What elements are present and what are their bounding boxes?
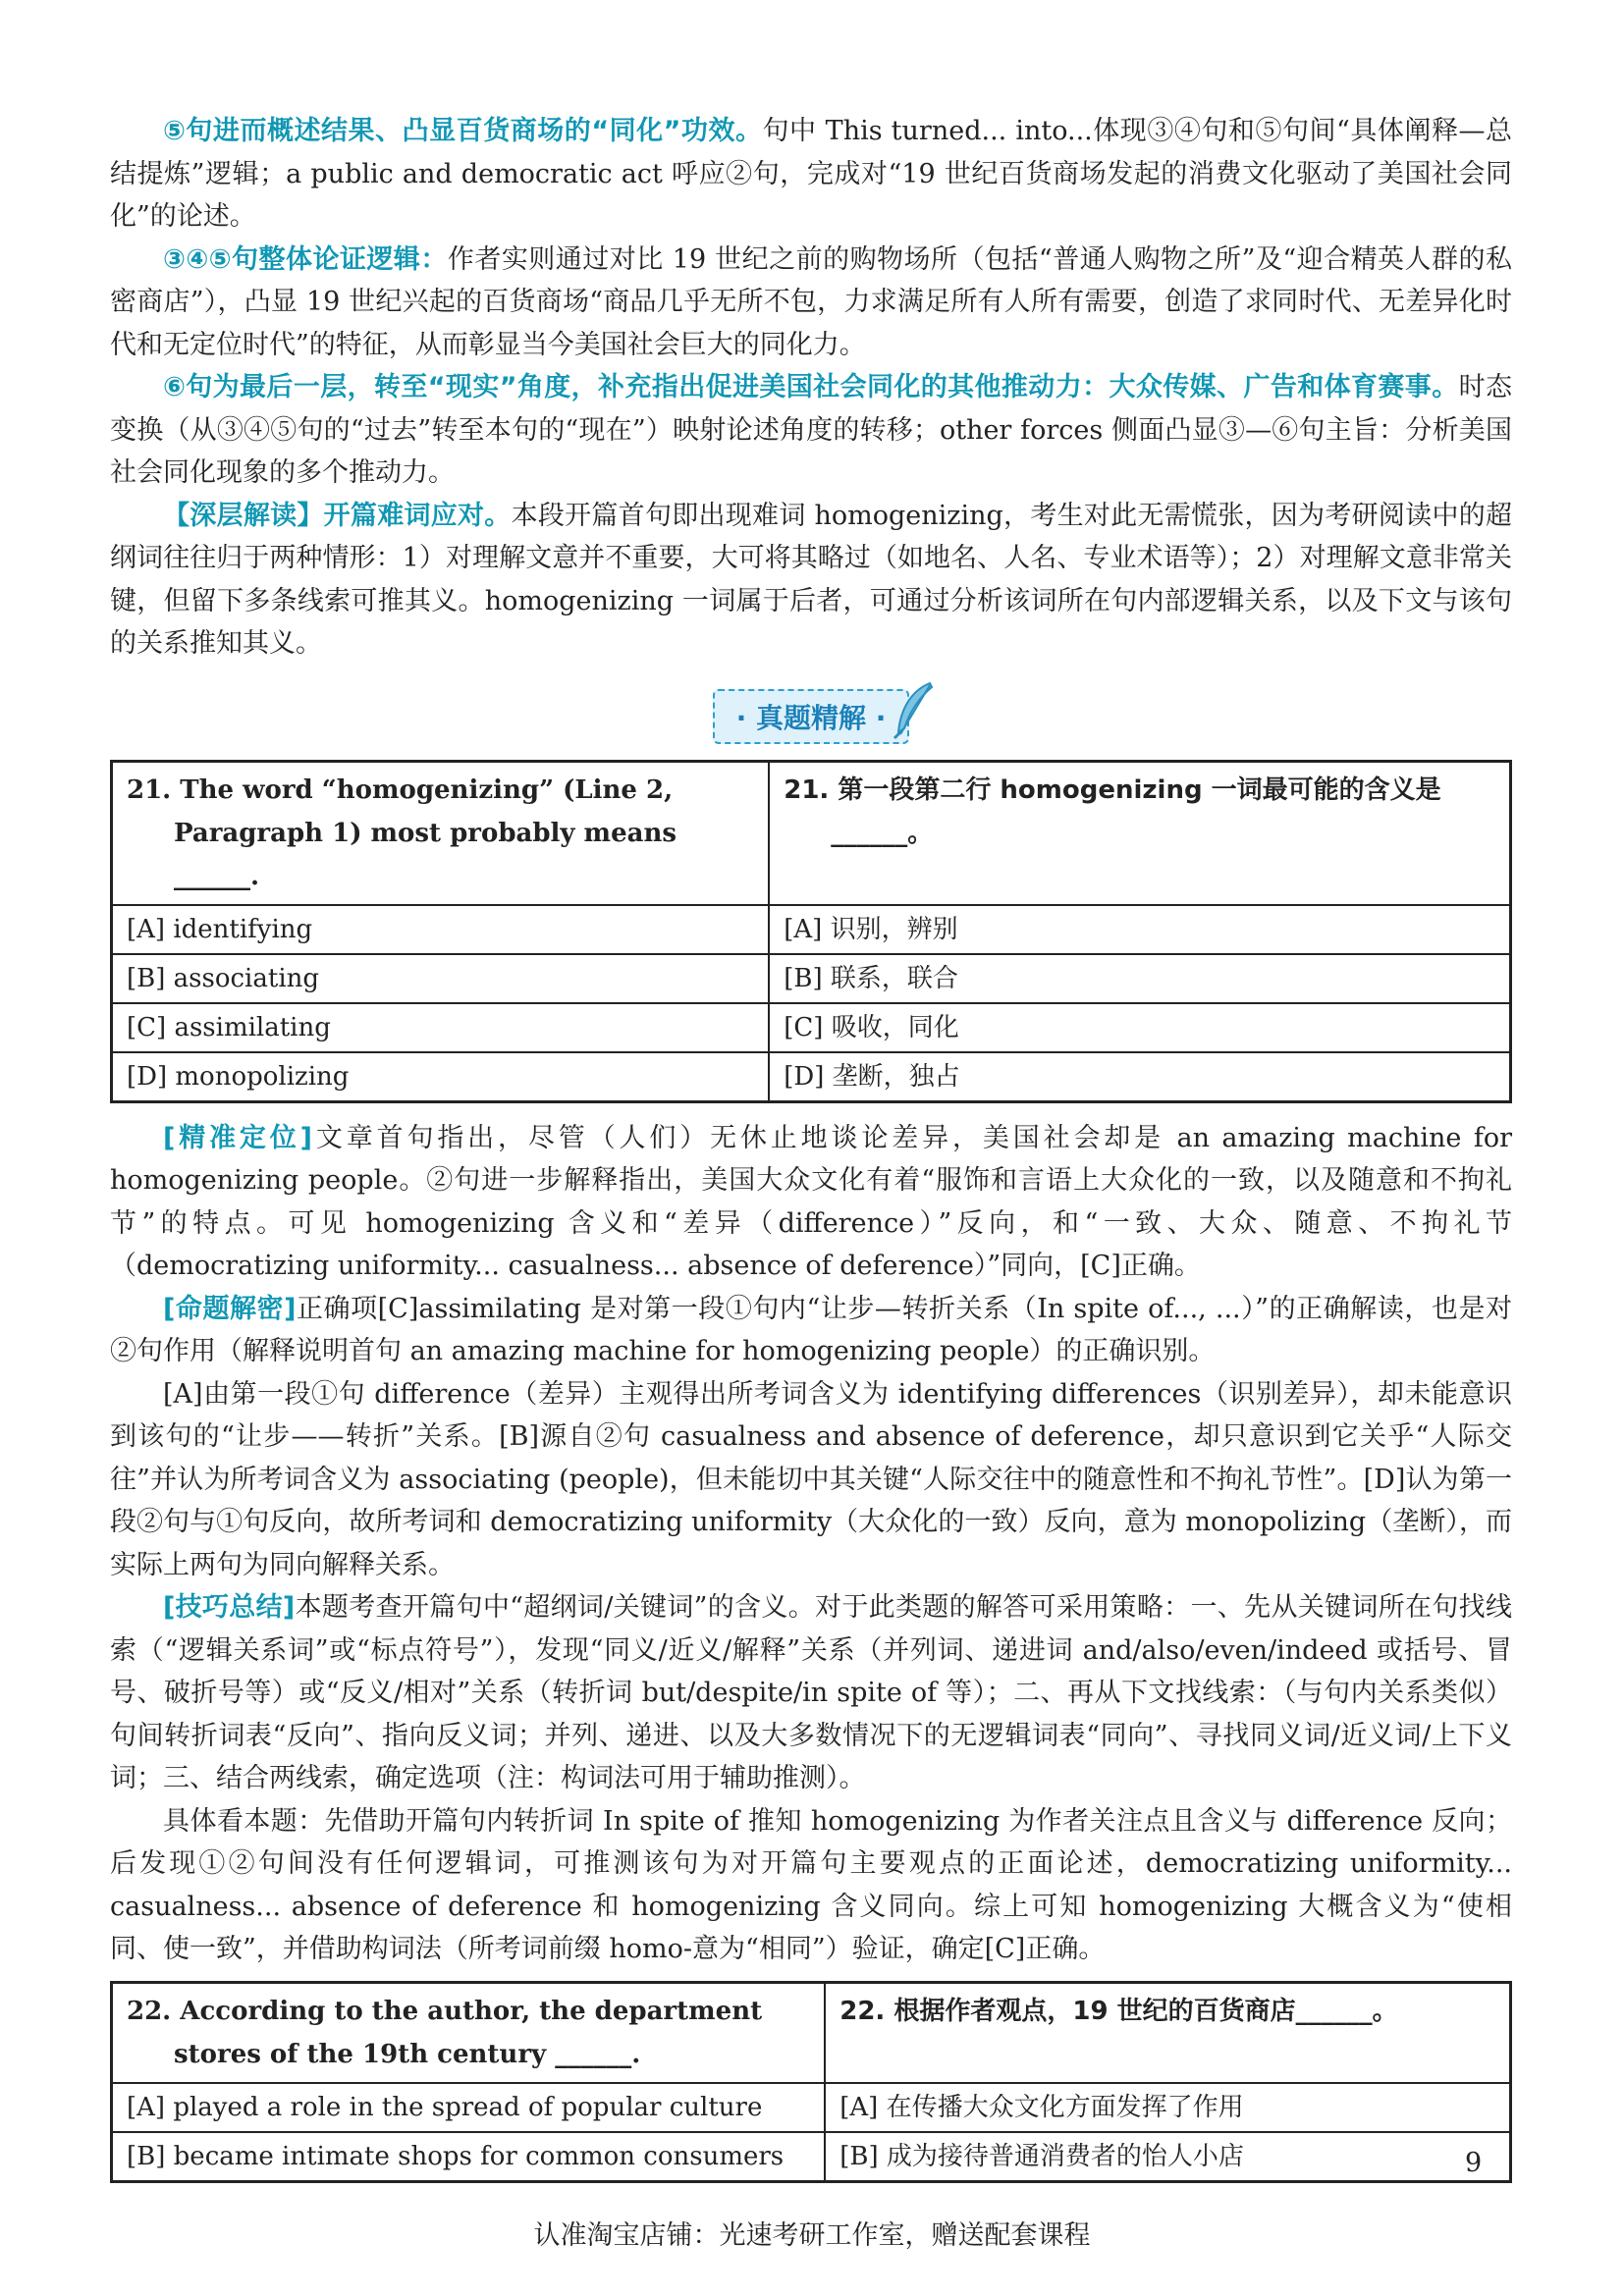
option-row xyxy=(112,905,1511,954)
explain-text: 正确项[C]assimilating 是对第一段①句内“让步—转折关系（In spite of..., ...）”的正确解读，也是对②句作用（解释说明首句 an amazing machine for homogenizing people）的正确识别。 xyxy=(110,1293,1512,1366)
analysis-para-4 xyxy=(110,495,1512,666)
analysis-para-3 xyxy=(110,366,1512,495)
explain-text: 本题考查开篇句中“超纲词/关键词”的含义。对于此类题的解答可采用策略：一、先从关键词所在句找线索（“逻辑关系词”或“标点符号”），发现“同义/近义/解释”关系（并列词、递进词 and/also/even/indeed 或括号、冒号、破折号等）或“反义/相对”关系（转折词 but/despite/in spite of 等）；二、再从下文找线索：（与句内关系类似）句间转折词表“反向”、指向反义词；并列、递进、以及大多数情况下的无逻辑词表“同向”、寻找同义词/近义词/上下义词；三、结合两线索，确定选项（注：构词法可用于辅助推测）。 xyxy=(110,1592,1512,1793)
option-b-en: [B] associating xyxy=(112,954,770,1003)
question-row xyxy=(112,1982,1511,2083)
footer-note: 认准淘宝店铺：光速考研工作室，赠送配套课程 xyxy=(533,2220,1091,2251)
question-cn: 22. 根据作者观点，19 世纪的百货商店______。 xyxy=(825,1982,1510,2083)
analysis-text: 时态变换（从③④⑤句的“过去”转至本句的“现在”）映射论述角度的转移；other forces 侧面凸显③—⑥句主旨：分析美国社会同化现象的多个推动力。 xyxy=(110,372,1513,488)
explain-text: 具体看本题：先借助开篇句内转折词 In spite of 推知 homogenizing 为作者关注点且含义与 difference 反向；后发现①②句间没有任何逻辑词，可推测该句为对开篇句主要观点的正面论述，democratizing uniformity... casualness... absence of deference 和 homogenizing 含义同向。综上可知 homogenizing 大概含义为“使相同、使一致”，并借助构词法（所考词前缀 homo-意为“相同”）验证，确定[C]正确。 xyxy=(110,1805,1512,1964)
option-b-en: [B] became intimate shops for common consumers xyxy=(112,2132,826,2182)
analysis-para-1 xyxy=(110,110,1512,239)
option-row xyxy=(112,954,1511,1003)
option-row xyxy=(112,1003,1511,1052)
section-banner-wrap xyxy=(110,681,1512,750)
skill-summary-tag: [技巧总结] xyxy=(163,1592,296,1623)
option-b-cn: [B] 联系，联合 xyxy=(769,954,1510,1003)
explain-text: 文章首句指出，尽管（人们）无休止地谈论差异，美国社会却是 an amazing machine for homogenizing people。②句进一步解释指出，美国大众文化有着“服饰和言语上大众化的一致，以及随意和不拘礼节”的特点。可见 homogenizing 含义和“差异（difference）”反向，和“一致、大众、随意、不拘礼节（democratizing uniformity... casualness... absence of deference）”同向，[C]正确。 xyxy=(110,1122,1512,1281)
option-row xyxy=(112,2083,1511,2132)
option-b-cn: [B] 成为接待普通消费者的怡人小店 xyxy=(825,2132,1510,2182)
option-c-cn: [C] 吸收，同化 xyxy=(769,1003,1510,1052)
section-banner: · 真题精解 · xyxy=(713,689,910,744)
analysis-highlight: ⑤句进而概述结果、凸显百货商场的“同化”功效。 xyxy=(163,116,763,146)
skill-summary-para xyxy=(110,1586,1512,1800)
option-c-en: [C] assimilating xyxy=(112,1003,770,1052)
option-row xyxy=(112,1052,1511,1102)
question-decode-para xyxy=(110,1288,1512,1373)
option-a-en: [A] played a role in the spread of popular culture xyxy=(112,2083,826,2132)
analysis-text: 本段开篇首句即出现难词 homogenizing，考生对此无需慌张，因为考研阅读中的超纲词往往归于两种情形：1）对理解文意并不重要，大可将其略过（如地名、人名、专业术语等）；2）对理解文意非常关键，但留下多条线索可推其义。homogenizing 一词属于后者，可通过分析该词所在句内部逻辑关系，以及下文与该句的关系推知其义。 xyxy=(110,500,1513,659)
option-row xyxy=(112,2132,1511,2182)
question-decode-tag: [命题解密] xyxy=(163,1293,297,1324)
option-d-en: [D] monopolizing xyxy=(112,1052,770,1102)
analysis-text: 句中 This turned... into...体现③④句和⑤句间“具体阐释—总结提炼”逻辑；a public and democratic act 呼应②句，完成对“19 世纪百货商场发起的消费文化驱动了美国社会同化”的论述。 xyxy=(110,116,1512,232)
option-d-cn: [D] 垄断，独占 xyxy=(769,1052,1510,1102)
question-22-table xyxy=(110,1981,1512,2183)
option-a-en: [A] identifying xyxy=(112,905,770,954)
concrete-analysis-para xyxy=(110,1800,1512,1971)
question-en: 22. According to the author, the department stores of the 19th century ______. xyxy=(112,1982,826,2083)
explain-text: [A]由第一段①句 difference（差异）主观得出所考词含义为 identifying differences（识别差异），却未能意识到该句的“让步——转折”关系。[B]源自②句 casualness and absence of deference，却只意识到它关乎“人际交往”并认为所考词含义为 associating (people)，但未能切中其关键“人际交往中的随意性和不拘礼节性”。[D]认为第一段②句与①句反向，故所考词和 democratizing uniformity（大众化的一致）反向，意为 monopolizing（垄断），而实际上两句为同向解释关系。 xyxy=(110,1378,1512,1580)
analysis-highlight: ③④⑤句整体论证逻辑： xyxy=(163,243,448,275)
deep-reading-tag: 【深层解读】开篇难词应对。 xyxy=(163,500,512,531)
option-a-cn: [A] 在传播大众文化方面发挥了作用 xyxy=(825,2083,1510,2132)
question-en: 21. The word “homogenizing” (Line 2, Paragraph 1) most probably means ______. xyxy=(112,761,770,905)
question-21-table xyxy=(110,760,1512,1103)
precise-location-tag: [精准定位] xyxy=(163,1122,312,1153)
analysis-para-2 xyxy=(110,239,1512,367)
analysis-text: 作者实则通过对比 19 世纪之前的购物场所（包括“普通人购物之所”及“迎合精英人群的私密商店”），凸显 19 世纪兴起的百货商场“商品几乎无所不包，力求满足所有人所有需要，创造了求同时代、无差异化时代和无定位时代”的特征，从而彰显当今美国社会巨大的同化力。 xyxy=(110,243,1512,360)
option-a-cn: [A] 识别，辨别 xyxy=(769,905,1510,954)
question-row xyxy=(112,761,1511,905)
quill-icon xyxy=(891,681,936,742)
page-content xyxy=(110,110,1512,2197)
wrong-options-para xyxy=(110,1373,1512,1587)
page-number: 9 xyxy=(1465,2148,1483,2178)
question-cn: 21. 第一段第二行 homogenizing 一词最可能的含义是______。 xyxy=(769,761,1510,905)
precise-location-para xyxy=(110,1117,1512,1288)
analysis-highlight: ⑥句为最后一层，转至“现实”角度，补充指出促进美国社会同化的其他推动力：大众传媒、广告和体育赛事。 xyxy=(163,372,1459,402)
